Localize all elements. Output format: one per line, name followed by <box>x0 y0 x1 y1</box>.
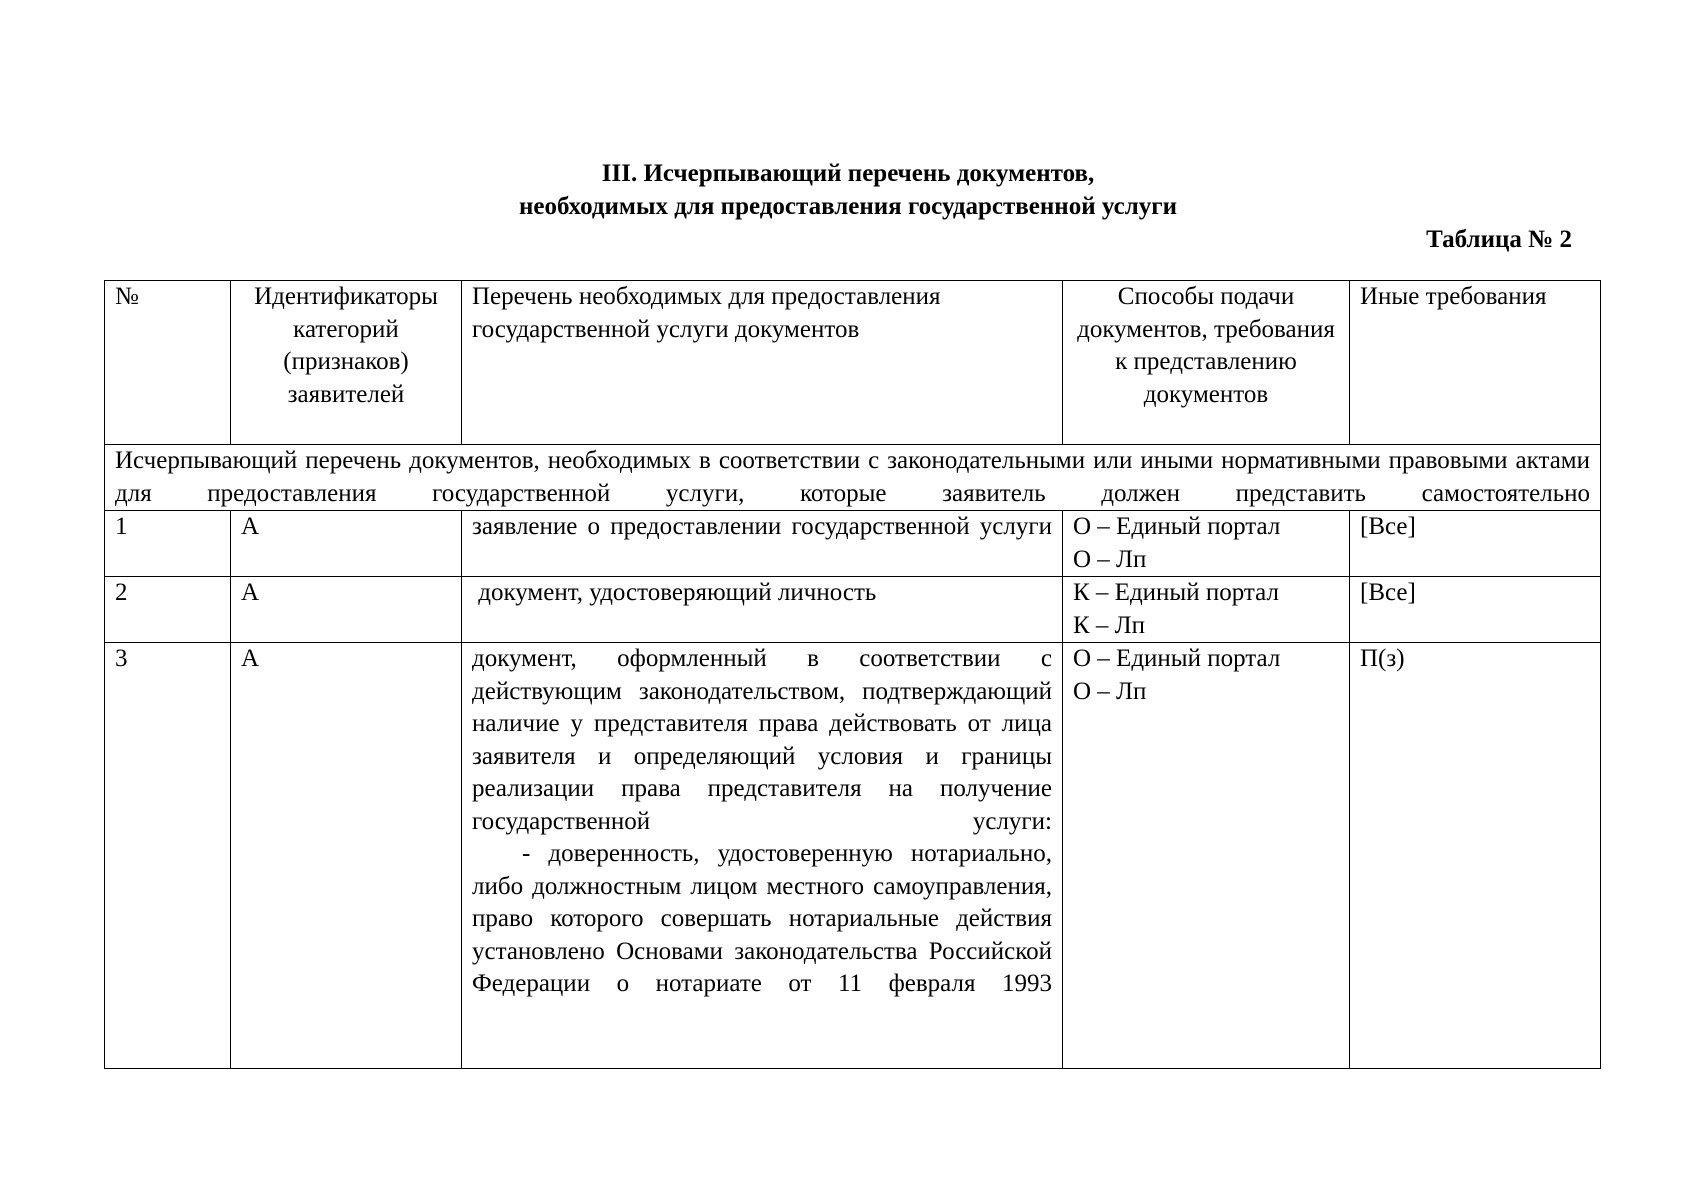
table-number-label: Таблица № 2 <box>1426 226 1572 253</box>
row-document: документ, удостоверяющий личность <box>462 577 1063 643</box>
table-header-row <box>105 281 1601 445</box>
row-other: [Все] <box>1350 511 1601 577</box>
header-documents-list: Перечень необходимых для предоставления государственной услуги документов <box>462 281 1063 445</box>
section-heading <box>0 157 1696 223</box>
row-applicant-id: А <box>231 643 462 1069</box>
row-document: заявление о предоставлении государственной услуги <box>462 511 1063 577</box>
heading-line-2: необходимых для предоставления государственной услуги <box>519 193 1177 220</box>
row-document-item: - доверенность, удостоверенную нотариально, либо должностным лицом местного самоуправления, право которого совершать нотариальные действия установлено Основами законодательства Российской Федерации о нотариате от 11 февраля 1993 <box>472 840 1052 998</box>
header-number: № <box>105 281 231 445</box>
row-other: П(з) <box>1350 643 1601 1069</box>
row-number: 3 <box>105 643 231 1069</box>
row-methods: О – Единый портал О – Лп <box>1063 643 1350 1069</box>
table-row <box>105 511 1601 577</box>
row-other: [Все] <box>1350 577 1601 643</box>
row-document-cell <box>462 643 1063 1069</box>
heading-line-1: III. Исчерпывающий перечень документов, <box>601 160 1095 187</box>
documents-table <box>104 280 1601 1069</box>
row-methods: К – Единый портал К – Лп <box>1063 577 1350 643</box>
row-applicant-id: А <box>231 577 462 643</box>
row-methods: О – Единый портал О – Лп <box>1063 511 1350 577</box>
section-title-row <box>105 445 1601 511</box>
row-number: 2 <box>105 577 231 643</box>
row-document: документ, оформленный в соответствии с действующим законодательством, подтверждающий наличие у представителя права действовать от лица заявителя и определяющий условия и границы реализации права представителя на получение государственной услуги: <box>472 645 1052 835</box>
table-row <box>105 643 1601 1069</box>
header-submission-methods: Способы подачи документов, требования к представлению документов <box>1063 281 1350 445</box>
row-number: 1 <box>105 511 231 577</box>
header-other-requirements: Иные требования <box>1350 281 1601 445</box>
header-applicant-ids: Идентификаторы категорий (признаков) заявителей <box>231 281 462 445</box>
section-title: Исчерпывающий перечень документов, необходимых в соответствии с законодательными или иными нормативными правовыми актами для предоставления государственной услуги, которые заявитель должен представить самостоятельно <box>105 445 1601 511</box>
table-row <box>105 577 1601 643</box>
row-applicant-id: А <box>231 511 462 577</box>
